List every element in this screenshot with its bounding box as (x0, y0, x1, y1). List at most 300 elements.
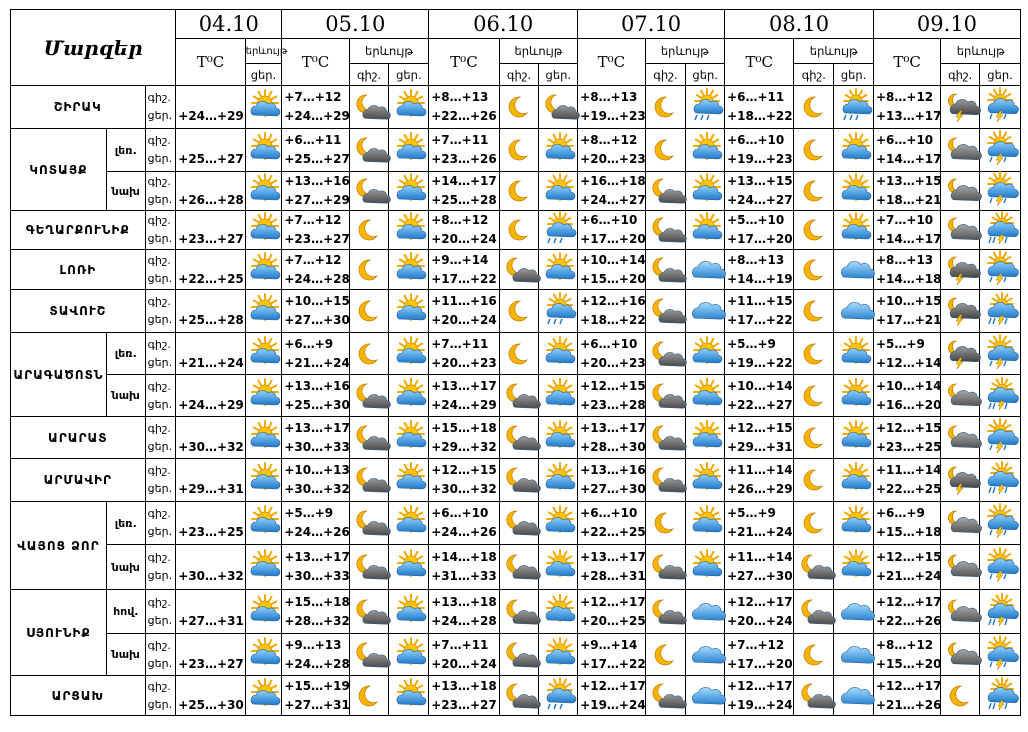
moon-icon (499, 129, 539, 172)
temperature-cell (578, 375, 645, 417)
night-temperature: +13…+16 (284, 174, 350, 188)
moon-cloud-icon (645, 250, 686, 290)
date-header: 07.10 (578, 10, 725, 39)
day-temperature: +24…+29 (431, 397, 497, 412)
partly-sunny-icon (834, 375, 874, 417)
day-temperature: +27…+30 (580, 482, 646, 496)
night-temperature: +5…+9 (727, 336, 776, 351)
day-temperature: +15…+20 (580, 271, 646, 286)
cloudy-night-icon (941, 211, 980, 250)
partly-sunny-icon (245, 129, 282, 172)
temperature-cell (176, 172, 245, 211)
night-temperature: +5…+9 (727, 506, 776, 520)
day-temperature: +25…+27 (178, 152, 244, 166)
night-temperature: +12…+17 (580, 678, 646, 693)
partly-sunny-icon (686, 545, 725, 590)
regions-header: Մարզեր (11, 10, 176, 86)
night-label: գիշ. (147, 679, 171, 693)
night-day-label (145, 211, 176, 250)
night-temperature: +10…+14 (875, 378, 942, 393)
day-label: ցեր. (147, 569, 173, 582)
night-header: գիշ. (794, 64, 834, 86)
night-temperature: +7…+12 (284, 90, 342, 104)
region-name: ԱՐՑԱԽ (11, 676, 146, 716)
day-temperature: +22…+27 (727, 397, 793, 412)
region-row (11, 590, 1021, 634)
day-temperature: +27…+30 (284, 313, 350, 327)
moon-cloud-icon (645, 375, 686, 417)
region-name: ԱՐԱԳԱԾՈՏՆ (11, 333, 107, 417)
night-header: գիշ. (941, 64, 980, 86)
night-temperature: +10…+14 (580, 252, 646, 267)
day-label: ցեր. (147, 525, 173, 538)
region-name: ԱՐՄԱՎԻՐ (11, 459, 146, 502)
partly-sunny-icon (245, 250, 282, 290)
night-temperature: +12…+15 (580, 378, 646, 393)
night-temperature: +6…+10 (431, 506, 489, 520)
day-temperature: +25…+30 (284, 397, 350, 412)
temperature-cell (873, 545, 940, 590)
thunderstorm-icon (980, 634, 1021, 676)
night-temperature: +7…+11 (431, 637, 489, 652)
night-label: գիշ. (147, 421, 171, 435)
day-temperature: +22…+25 (178, 271, 244, 286)
temperature-cell (725, 590, 794, 634)
day-label: ցեր. (147, 482, 173, 495)
date-header: 08.10 (725, 10, 874, 39)
subzone-label: նախ (106, 375, 145, 417)
rain-sun-icon (539, 211, 578, 250)
day-temperature: +24…+27 (727, 193, 793, 207)
day-temperature: +25…+30 (178, 697, 244, 712)
night-label: գիշ. (147, 295, 171, 308)
temperature-cell (176, 290, 245, 333)
day-label: ցեր. (147, 656, 173, 670)
moon-icon (645, 502, 686, 545)
temperature-cell (725, 545, 794, 590)
night-temperature: +11…+14 (727, 550, 793, 564)
cloud-icon (686, 250, 725, 290)
night-temperature: +15…+18 (431, 420, 497, 435)
day-temperature: +20…+23 (580, 152, 646, 166)
rain-sun-icon (834, 86, 874, 129)
night-label: գիշ. (147, 337, 171, 351)
day-temperature: +15…+20 (875, 656, 942, 671)
phenomenon-header: երևույթ (645, 39, 725, 64)
moon-cloud-icon (349, 172, 389, 211)
night-temperature: +15…+19 (284, 678, 350, 693)
day-temperature: +23…+25 (178, 525, 244, 539)
day-temperature: +17…+21 (875, 313, 942, 327)
day-temperature: +14…+17 (875, 232, 942, 246)
temperature-cell (873, 417, 940, 459)
temperature-cell (873, 172, 940, 211)
day-temperature: +17…+22 (727, 313, 793, 327)
region-row (11, 375, 1021, 417)
cloud-icon (834, 634, 874, 676)
cloudy-night-icon (941, 545, 980, 590)
moon-cloud-icon (645, 676, 686, 716)
region-row (11, 634, 1021, 676)
partly-sunny-icon (245, 86, 282, 129)
temperature-cell (176, 333, 245, 375)
night-day-label (145, 459, 176, 502)
temperature-cell (578, 211, 645, 250)
night-temperature: +10…+15 (875, 294, 942, 308)
partly-sunny-icon (539, 172, 578, 211)
temperature-cell (873, 634, 940, 676)
temperature-cell (429, 172, 499, 211)
day-temperature: +22…+25 (580, 525, 646, 539)
temperature-cell (725, 86, 794, 129)
rain-icon (980, 290, 1021, 333)
temperature-cell (725, 459, 794, 502)
temperature-cell (176, 250, 245, 290)
day-label: ցեր. (147, 439, 173, 453)
day-temperature: +12…+14 (875, 355, 942, 370)
temperature-cell (176, 545, 245, 590)
region-row (11, 502, 1021, 545)
cloudy-night-icon (941, 375, 980, 417)
day-temperature: +18…+22 (727, 109, 793, 123)
night-temperature: +13…+17 (431, 378, 497, 393)
partly-sunny-icon (834, 211, 874, 250)
day-temperature: +21…+26 (875, 697, 942, 712)
partly-sunny-icon (539, 129, 578, 172)
temperature-header: T⁰C (725, 39, 794, 86)
night-label: գիշ. (147, 253, 171, 267)
night-temperature: +10…+14 (727, 378, 793, 393)
night-temperature: +12…+15 (875, 550, 942, 564)
night-label: գիշ. (147, 464, 171, 477)
moon-icon (645, 634, 686, 676)
day-temperature: +26…+29 (727, 482, 793, 496)
moon-cloud-icon (645, 545, 686, 590)
temperature-cell (578, 86, 645, 129)
cloud-icon (686, 676, 725, 716)
night-temperature: +12…+17 (727, 678, 793, 693)
temperature-cell (429, 333, 499, 375)
thunderstorm-icon (980, 250, 1021, 290)
night-temperature: +13…+15 (727, 174, 793, 188)
partly-sunny-icon (389, 290, 429, 333)
night-temperature: +14…+17 (431, 174, 497, 188)
day-temperature: +28…+31 (580, 569, 646, 583)
day-temperature: +24…+26 (431, 525, 497, 539)
day-temperature: +18…+21 (875, 193, 942, 207)
night-temperature: +5…+10 (727, 213, 785, 227)
moon-cloud-icon (499, 676, 539, 716)
day-temperature: +25…+27 (284, 152, 350, 166)
moon-cloud-icon (349, 129, 389, 172)
day-temperature: +20…+24 (431, 313, 497, 327)
partly-sunny-icon (389, 129, 429, 172)
moon-icon (794, 459, 834, 502)
night-temperature: +16…+18 (580, 174, 646, 188)
temperature-cell (429, 545, 499, 590)
day-temperature: +25…+28 (431, 193, 497, 207)
night-temperature: +11…+14 (727, 463, 793, 477)
day-header: ցեր. (539, 64, 578, 86)
day-temperature: +30…+32 (178, 439, 244, 454)
night-temperature: +15…+18 (284, 594, 350, 609)
partly-sunny-icon (245, 211, 282, 250)
day-temperature: +23…+28 (580, 397, 646, 412)
day-temperature: +23…+27 (284, 232, 350, 246)
day-temperature: +21…+24 (727, 525, 793, 539)
region-name: ԳԵՂԱՐՔՈՒՆԻՔ (11, 211, 146, 250)
moon-cloud-icon (499, 634, 539, 676)
moon-icon (794, 129, 834, 172)
date-header: 09.10 (873, 10, 1020, 39)
night-temperature: +7…+11 (431, 133, 489, 147)
night-temperature: +11…+16 (431, 294, 497, 308)
moon-icon (349, 333, 389, 375)
day-temperature: +19…+23 (580, 109, 646, 123)
night-temperature: +8…+13 (875, 252, 934, 267)
temperature-cell (429, 590, 499, 634)
rain-icon (980, 590, 1021, 634)
temperature-cell (725, 129, 794, 172)
night-temperature: +7…+12 (284, 213, 342, 227)
moon-cloud-icon (499, 250, 539, 290)
day-temperature: +22…+25 (875, 482, 942, 496)
day-temperature: +15…+18 (875, 525, 942, 539)
day-temperature: +23…+25 (875, 439, 942, 454)
night-temperature: +10…+15 (284, 294, 350, 308)
rain-icon (980, 211, 1021, 250)
region-name: ԱՐԱՐԱՏ (11, 417, 146, 459)
night-header: գիշ. (349, 64, 389, 86)
lightning-night-icon (941, 250, 980, 290)
temperature-cell (282, 375, 349, 417)
night-label: գիշ. (147, 91, 171, 104)
subzone-label: նախ (106, 172, 145, 211)
temperature-cell (429, 86, 499, 129)
day-temperature: +20…+24 (431, 232, 497, 246)
moon-icon (794, 250, 834, 290)
temperature-cell (282, 333, 349, 375)
night-day-label (145, 634, 176, 676)
night-temperature: +13…+16 (580, 463, 646, 477)
temperature-cell (725, 375, 794, 417)
partly-sunny-icon (686, 375, 725, 417)
night-temperature: +13…+18 (431, 594, 497, 609)
night-label: գիշ. (147, 134, 171, 147)
partly-sunny-icon (389, 211, 429, 250)
moon-cloud-icon (499, 545, 539, 590)
night-label: գիշ. (147, 595, 171, 609)
night-temperature: +6…+10 (727, 133, 785, 147)
thunderstorm-icon (980, 129, 1021, 172)
day-temperature: +17…+20 (727, 232, 793, 246)
region-row (11, 333, 1021, 375)
rain-icon (980, 676, 1021, 716)
partly-sunny-icon (389, 375, 429, 417)
night-temperature: +9…+14 (431, 252, 489, 267)
date-header: 04.10 (176, 10, 282, 39)
moon-cloud-icon (794, 590, 834, 634)
partly-sunny-icon (245, 290, 282, 333)
phenomenon-header: երևույթ (349, 39, 429, 64)
temperature-cell (873, 290, 940, 333)
cloudy-night-icon (941, 590, 980, 634)
temperature-cell (725, 502, 794, 545)
temperature-cell (725, 250, 794, 290)
moon-cloud-icon (645, 333, 686, 375)
temperature-cell (429, 250, 499, 290)
night-temperature: +12…+17 (727, 594, 793, 609)
partly-sunny-icon (389, 417, 429, 459)
moon-cloud-icon (645, 290, 686, 333)
temperature-cell (176, 502, 245, 545)
temperature-header: T⁰C (282, 39, 349, 86)
day-temperature: +28…+30 (580, 439, 646, 454)
temperature-cell (873, 211, 940, 250)
date-header: 05.10 (282, 10, 429, 39)
moon-cloud-icon (539, 86, 578, 129)
night-temperature: +6…+11 (727, 90, 785, 104)
day-temperature: +17…+20 (580, 232, 646, 246)
moon-cloud-icon (499, 590, 539, 634)
day-temperature: +19…+24 (580, 697, 646, 712)
lightning-night-icon (941, 333, 980, 375)
subzone-label: լեռ. (106, 333, 145, 375)
day-temperature: +21…+24 (178, 355, 244, 370)
cloud-icon (834, 250, 874, 290)
partly-sunny-icon (389, 590, 429, 634)
night-header: գիշ. (499, 64, 539, 86)
night-day-label (145, 676, 176, 716)
moon-icon (349, 250, 389, 290)
temperature-cell (429, 676, 499, 716)
moon-cloud-icon (645, 417, 686, 459)
rain-sun-icon (686, 86, 725, 129)
temperature-header: T⁰C (176, 39, 245, 86)
moon-cloud-icon (349, 459, 389, 502)
moon-icon (499, 211, 539, 250)
partly-sunny-icon (539, 333, 578, 375)
day-temperature: +29…+31 (727, 439, 793, 454)
temperature-cell (578, 459, 645, 502)
day-temperature: +30…+32 (284, 482, 350, 496)
temperature-cell (429, 502, 499, 545)
night-temperature: +5…+9 (284, 506, 334, 520)
day-temperature: +17…+20 (727, 656, 793, 671)
night-temperature: +12…+17 (875, 678, 942, 693)
region-row (11, 676, 1021, 716)
cloud-icon (686, 290, 725, 333)
day-temperature: +27…+29 (284, 193, 350, 207)
day-label: ցեր. (147, 109, 173, 122)
day-temperature: +21…+24 (875, 569, 942, 583)
night-label: գիշ. (147, 175, 171, 188)
night-temperature: +10…+13 (284, 463, 350, 477)
day-temperature: +26…+28 (178, 193, 244, 207)
partly-sunny-icon (245, 676, 282, 716)
day-label: ցեր. (147, 152, 173, 165)
day-temperature: +24…+29 (178, 397, 244, 412)
night-temperature: +8…+13 (727, 252, 785, 267)
partly-sunny-icon (389, 634, 429, 676)
day-temperature: +17…+22 (431, 271, 497, 286)
day-temperature: +30…+33 (284, 439, 350, 454)
night-temperature: +8…+12 (875, 637, 934, 652)
moon-icon (794, 417, 834, 459)
moon-icon (645, 86, 686, 129)
thunderstorm-icon (980, 333, 1021, 375)
subzone-label: նախ (106, 634, 145, 676)
moon-icon (794, 172, 834, 211)
temperature-cell (578, 129, 645, 172)
night-day-label (145, 417, 176, 459)
partly-sunny-icon (245, 545, 282, 590)
day-temperature: +18…+22 (580, 313, 646, 327)
day-temperature: +30…+32 (431, 482, 497, 496)
partly-sunny-icon (245, 459, 282, 502)
night-temperature: +8…+12 (580, 133, 638, 147)
temperature-cell (578, 333, 645, 375)
temperature-cell (725, 211, 794, 250)
night-temperature: +11…+14 (875, 463, 942, 477)
moon-cloud-icon (349, 545, 389, 590)
night-temperature: +12…+15 (431, 463, 497, 477)
night-temperature: +7…+11 (431, 336, 489, 351)
thunderstorm-icon (980, 86, 1021, 129)
rain-sun-icon (539, 290, 578, 333)
night-day-label (145, 129, 176, 172)
region-name: ԿՈՏԱՅՔ (11, 129, 107, 211)
moon-icon (794, 634, 834, 676)
cloud-icon (834, 676, 874, 716)
moon-cloud-icon (645, 172, 686, 211)
night-temperature: +6…+10 (875, 133, 934, 147)
temperature-cell (176, 211, 245, 250)
temperature-cell (873, 333, 940, 375)
night-day-label (145, 545, 176, 590)
moon-icon (794, 333, 834, 375)
thunderstorm-icon (980, 545, 1021, 590)
moon-cloud-icon (349, 86, 389, 129)
moon-icon (794, 502, 834, 545)
moon-icon (941, 676, 980, 716)
region-row (11, 290, 1021, 333)
temperature-cell (725, 290, 794, 333)
night-temperature: +7…+12 (284, 252, 342, 267)
moon-icon (499, 333, 539, 375)
partly-sunny-icon (539, 545, 578, 590)
moon-cloud-icon (794, 676, 834, 716)
day-temperature: +24…+29 (284, 109, 350, 123)
day-temperature: +30…+32 (178, 569, 244, 583)
moon-cloud-icon (645, 211, 686, 250)
night-day-label (145, 333, 176, 375)
day-temperature: +19…+22 (727, 355, 793, 370)
moon-icon (794, 375, 834, 417)
day-temperature: +21…+24 (284, 355, 350, 370)
temperature-cell (282, 290, 349, 333)
region-row (11, 86, 1021, 129)
temperature-cell (873, 676, 940, 716)
temperature-cell (725, 417, 794, 459)
partly-sunny-icon (389, 502, 429, 545)
day-temperature: +14…+19 (727, 271, 793, 286)
rain-icon (980, 375, 1021, 417)
partly-sunny-icon (834, 502, 874, 545)
phenomenon-header: երևույթ (499, 39, 578, 64)
temperature-cell (282, 250, 349, 290)
partly-sunny-icon (834, 545, 874, 590)
